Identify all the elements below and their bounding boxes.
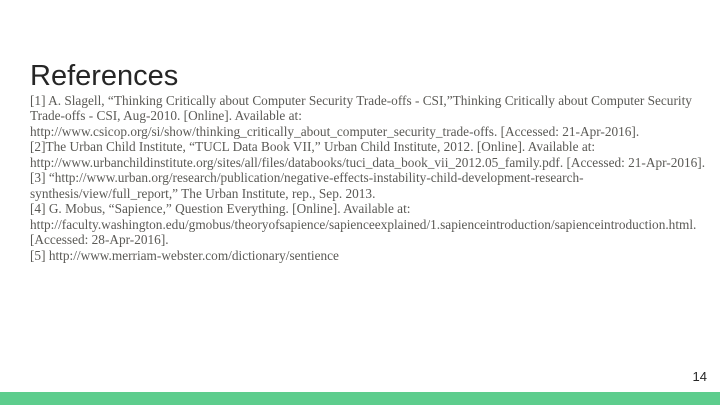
reference-item: [1] A. Slagell, “Thinking Critically about Computer Security Trade-offs - CSI,”Thinking Critically about Computer Security Trade-offs - CSI, Aug-2010. [Online]. Available at: http://www.csicop.org/si/show/thinking_critically_about_computer_security_trade-offs. [Accessed: 21-Apr-2016]. [30,93,692,139]
reference-item: [2]The Urban Child Institute, “TUCL Data Book VII,” Urban Child Institute, 2012. [Online]. Available at: http://www.urbanchildinstitute.org/sites/all/files/databooks/tuci_data_book_vii_2012.05_family.pdf. [Accessed: 21-Apr-2016]. [30,139,706,170]
reference-item: [4] G. Mobus, “Sapience,” Question Everything. [Online]. Available at: http://faculty.washington.edu/gmobus/theoryofsapience/sapienceexplained/1.sapienceintroduction/sapienceintroduction.html. [Accessed: 28-Apr-2016]. [30,201,697,248]
reference-item: [5] http://www.merriam-webster.com/dictionary/sentience [30,247,339,263]
references-list [30,93,706,263]
page-number: 14 [692,369,707,384]
slide-title: References [30,60,179,93]
reference-item: [3] “http://www.urban.org/research/publication/negative-effects-instability-child-development-research-synthesis/view/full_report,” The Urban Institute, rep., Sep. 2013. [30,170,584,201]
bottom-accent-bar [0,392,720,405]
